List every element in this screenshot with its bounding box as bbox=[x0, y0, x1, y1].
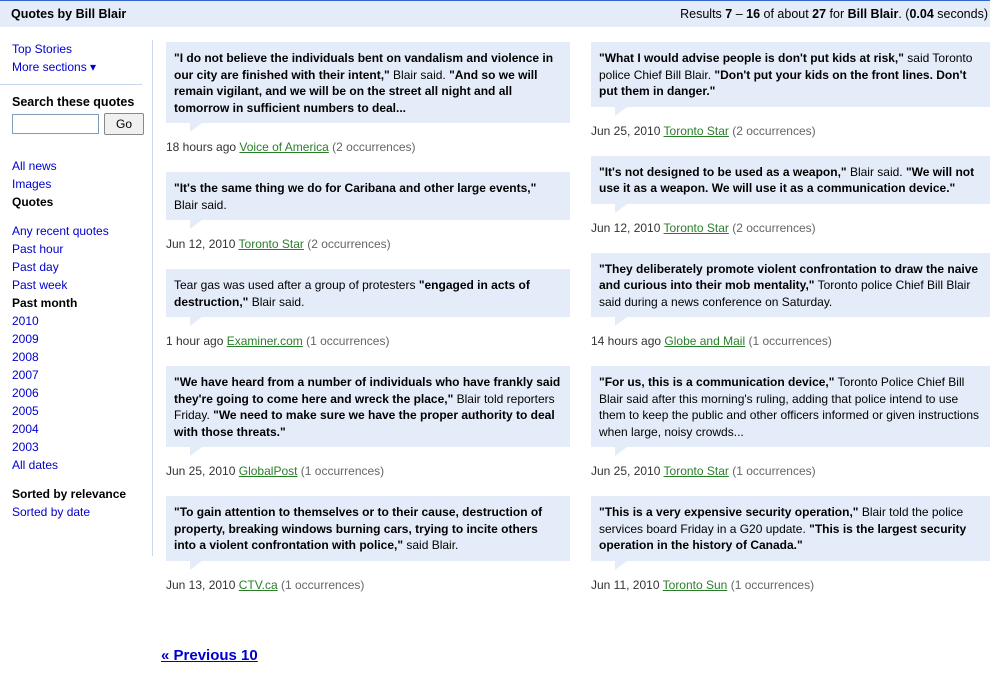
quote-occurrences: (1 occurrences) bbox=[730, 577, 815, 592]
quote-speech: "To gain attention to themselves or to their cause, destruction of property, breaking windows burning cars, trying to incite others into a violent confrontation with police," bbox=[174, 505, 543, 552]
quote-speech: "This is a very expensive security operation," bbox=[599, 505, 859, 519]
sidebar-time-2008[interactable]: 2008 bbox=[12, 350, 39, 364]
quote-meta bbox=[166, 139, 570, 155]
page-title: Quotes by Bill Blair bbox=[11, 7, 127, 21]
sidebar-time-past-week[interactable]: Past week bbox=[12, 278, 68, 292]
sidebar-time-2007[interactable]: 2007 bbox=[12, 368, 39, 382]
sidebar bbox=[12, 40, 152, 521]
sidebar-time-2005[interactable]: 2005 bbox=[12, 404, 39, 418]
quote-speech: "engaged in acts of destruction," bbox=[174, 278, 530, 309]
quote-entry bbox=[166, 269, 570, 349]
sidebar-time-2009[interactable]: 2009 bbox=[12, 332, 39, 346]
quote-context: said Toronto police Chief Bill Blair. bbox=[599, 51, 973, 82]
sidebar-time-all-dates[interactable]: All dates bbox=[12, 458, 59, 472]
quote-time: Jun 25, 2010 bbox=[591, 123, 661, 138]
quote-source-link[interactable]: Examiner.com bbox=[226, 334, 303, 348]
quote-occurrences: (2 occurrences) bbox=[732, 220, 816, 235]
quote-source-link[interactable]: Toronto Sun bbox=[662, 577, 728, 592]
speech-bubble-tail bbox=[615, 107, 627, 116]
quote-entry bbox=[591, 366, 990, 479]
quote-meta bbox=[591, 220, 990, 236]
sidebar-time-2006[interactable]: 2006 bbox=[12, 386, 39, 400]
quote-context: Toronto police Chief Bill Blair said during a news conference on Saturday. bbox=[599, 278, 971, 309]
quote-occurrences: (1 occurrences) bbox=[732, 464, 816, 478]
quote-entry bbox=[166, 42, 570, 155]
speech-bubble-tail bbox=[190, 123, 202, 132]
quote-text bbox=[166, 172, 570, 220]
speech-bubble-tail bbox=[615, 447, 627, 456]
sidebar-time-past-day[interactable]: Past day bbox=[12, 260, 59, 274]
quote-context: Blair told reporters Friday. bbox=[174, 391, 555, 422]
speech-bubble-tail bbox=[190, 447, 202, 456]
quote-meta bbox=[166, 236, 570, 252]
quote-meta bbox=[166, 463, 570, 479]
quote-meta bbox=[591, 463, 990, 479]
quote-context: Blair told the police services board Friday in a G20 update. bbox=[599, 505, 964, 536]
quote-entry bbox=[166, 172, 570, 252]
quote-speech: "What I would advise people is don't put kids at risk," bbox=[599, 51, 904, 65]
quote-source-link[interactable]: Toronto Star bbox=[663, 220, 729, 235]
sidebar-time-any-recent-quotes[interactable]: Any recent quotes bbox=[12, 224, 109, 238]
quote-text bbox=[166, 269, 570, 317]
quote-time: 14 hours ago bbox=[591, 334, 662, 348]
quote-source-link[interactable]: Globe and Mail bbox=[664, 334, 746, 348]
quote-speech: "We need to make sure we have the proper authority to deal with those threats." bbox=[174, 408, 555, 439]
quotes-column-left bbox=[166, 42, 570, 610]
quote-speech: "I do not believe the individuals bent on vandalism and violence in our city are finished with their intent," bbox=[174, 51, 554, 82]
quote-time: Jun 13, 2010 bbox=[166, 577, 236, 592]
quote-meta bbox=[591, 123, 990, 139]
quote-text bbox=[591, 253, 990, 318]
quote-entry bbox=[591, 42, 990, 139]
quote-context: Blair said. bbox=[248, 294, 305, 309]
quote-speech: "And so we will remain vigilant, and we will be on the street all night and all tomorrow in sufficient numbers to deal... bbox=[174, 67, 538, 115]
quote-text bbox=[591, 496, 990, 561]
quote-entry bbox=[591, 156, 990, 236]
quote-source-link[interactable]: CTV.ca bbox=[238, 577, 278, 592]
quote-speech: "It's the same thing we do for Caribana and other large events," bbox=[174, 181, 537, 195]
sidebar-time-2010[interactable]: 2010 bbox=[12, 314, 39, 328]
sidebar-sort-sorted-by-date[interactable]: Sorted by date bbox=[12, 505, 91, 519]
quote-occurrences: (2 occurrences) bbox=[307, 237, 391, 251]
quote-speech: "This is the largest security operation in the history of Canada." bbox=[599, 521, 967, 552]
sidebar-sort-sorted-by-relevance: Sorted by relevance bbox=[12, 487, 127, 501]
go-button[interactable]: Go bbox=[104, 113, 144, 135]
quote-time: Jun 12, 2010 bbox=[591, 220, 661, 235]
speech-bubble-tail bbox=[190, 317, 202, 326]
quote-speech: "It's not designed to be used as a weapon," bbox=[599, 164, 847, 179]
quote-text bbox=[591, 42, 990, 107]
results-count: Results 7 – 16 of about 27 for Bill Blair. (0.04 seconds) bbox=[680, 7, 988, 21]
quotes-column-right bbox=[591, 42, 990, 610]
sidebar-time-2003[interactable]: 2003 bbox=[12, 440, 39, 454]
quote-occurrences: (2 occurrences) bbox=[332, 140, 416, 154]
time-filter-list bbox=[12, 222, 152, 474]
sidebar-type-all-news[interactable]: All news bbox=[12, 159, 57, 173]
previous-page-link[interactable]: « Previous 10 bbox=[161, 647, 258, 664]
quote-source-link[interactable]: GlobalPost bbox=[238, 464, 298, 478]
sort-list bbox=[12, 485, 152, 521]
quote-text bbox=[591, 366, 990, 447]
quote-text bbox=[166, 366, 570, 447]
quote-occurrences: (2 occurrences) bbox=[732, 123, 816, 138]
quote-speech: "We have heard from a number of individuals who have frankly said they're going to come here and wreck the place," bbox=[174, 375, 561, 406]
quote-time: Jun 25, 2010 bbox=[166, 464, 236, 478]
type-filter-list bbox=[12, 157, 152, 211]
quote-meta bbox=[591, 333, 990, 349]
sidebar-link-more-sections[interactable]: More sections ▾ bbox=[12, 60, 97, 74]
quote-speech: "They deliberately promote violent confrontation to draw the naive and curious into their mob mentality," bbox=[599, 261, 979, 292]
sidebar-type-images[interactable]: Images bbox=[12, 177, 52, 191]
sidebar-time-2004[interactable]: 2004 bbox=[12, 422, 39, 436]
speech-bubble-tail bbox=[190, 561, 202, 570]
quote-context: Blair said. bbox=[846, 164, 906, 179]
quote-context: Blair said. bbox=[174, 197, 227, 212]
quote-occurrences: (1 occurrences) bbox=[281, 577, 365, 592]
search-quotes-heading: Search these quotes bbox=[12, 95, 135, 109]
quote-entry bbox=[591, 496, 990, 593]
quote-context: said Blair. bbox=[403, 538, 459, 552]
quote-speech: "We will not use it as a weapon. We will use it as a communication device." bbox=[599, 164, 975, 195]
quote-context: Toronto Police Chief Bill Blair said after this morning's ruling, adding that police intend to use them to keep the public and other officers informed or given instructions when large, noisy crowds... bbox=[599, 375, 979, 439]
quote-speech: "For us, this is a communication device," bbox=[599, 375, 835, 389]
quote-entry bbox=[166, 496, 570, 593]
quote-text bbox=[166, 42, 570, 123]
search-row bbox=[12, 113, 152, 135]
speech-bubble-tail bbox=[190, 220, 202, 229]
quote-occurrences: (1 occurrences) bbox=[306, 334, 390, 348]
speech-bubble-tail bbox=[615, 204, 627, 213]
sidebar-separator bbox=[0, 84, 142, 85]
sidebar-time-past-month: Past month bbox=[12, 296, 78, 310]
quote-speech: "Don't put your kids on the front lines. Don't put them in danger." bbox=[599, 67, 967, 98]
speech-bubble-tail bbox=[615, 561, 627, 570]
quote-meta bbox=[166, 577, 570, 593]
quote-text bbox=[166, 496, 570, 561]
sidebar-divider bbox=[152, 40, 153, 556]
quote-text bbox=[591, 156, 990, 204]
search-quotes-input[interactable] bbox=[12, 114, 99, 134]
quote-context: Blair said. bbox=[389, 67, 450, 82]
quote-meta bbox=[166, 333, 570, 349]
quote-source-link[interactable]: Toronto Star bbox=[238, 237, 304, 251]
quote-meta bbox=[591, 577, 990, 593]
quote-time: Jun 11, 2010 bbox=[591, 577, 660, 592]
quote-entry bbox=[591, 253, 990, 350]
quote-source-link[interactable]: Toronto Star bbox=[663, 123, 729, 138]
quote-occurrences: (1 occurrences) bbox=[300, 464, 385, 478]
quote-source-link[interactable]: Voice of America bbox=[239, 140, 329, 154]
sidebar-link-top-stories[interactable]: Top Stories bbox=[12, 42, 73, 56]
quote-time: 18 hours ago bbox=[166, 140, 237, 154]
quote-time: Jun 12, 2010 bbox=[166, 237, 236, 251]
quote-entry bbox=[166, 366, 570, 479]
sidebar-time-past-hour[interactable]: Past hour bbox=[12, 242, 64, 256]
quote-occurrences: (1 occurrences) bbox=[748, 334, 832, 348]
speech-bubble-tail bbox=[615, 317, 627, 326]
results-header bbox=[0, 0, 990, 27]
quote-time: 1 hour ago bbox=[166, 334, 224, 348]
quote-source-link[interactable]: Toronto Star bbox=[663, 464, 729, 478]
quote-context: Tear gas was used after a group of protesters bbox=[174, 278, 419, 292]
sidebar-type-quotes: Quotes bbox=[12, 195, 54, 209]
quote-time: Jun 25, 2010 bbox=[591, 464, 661, 478]
